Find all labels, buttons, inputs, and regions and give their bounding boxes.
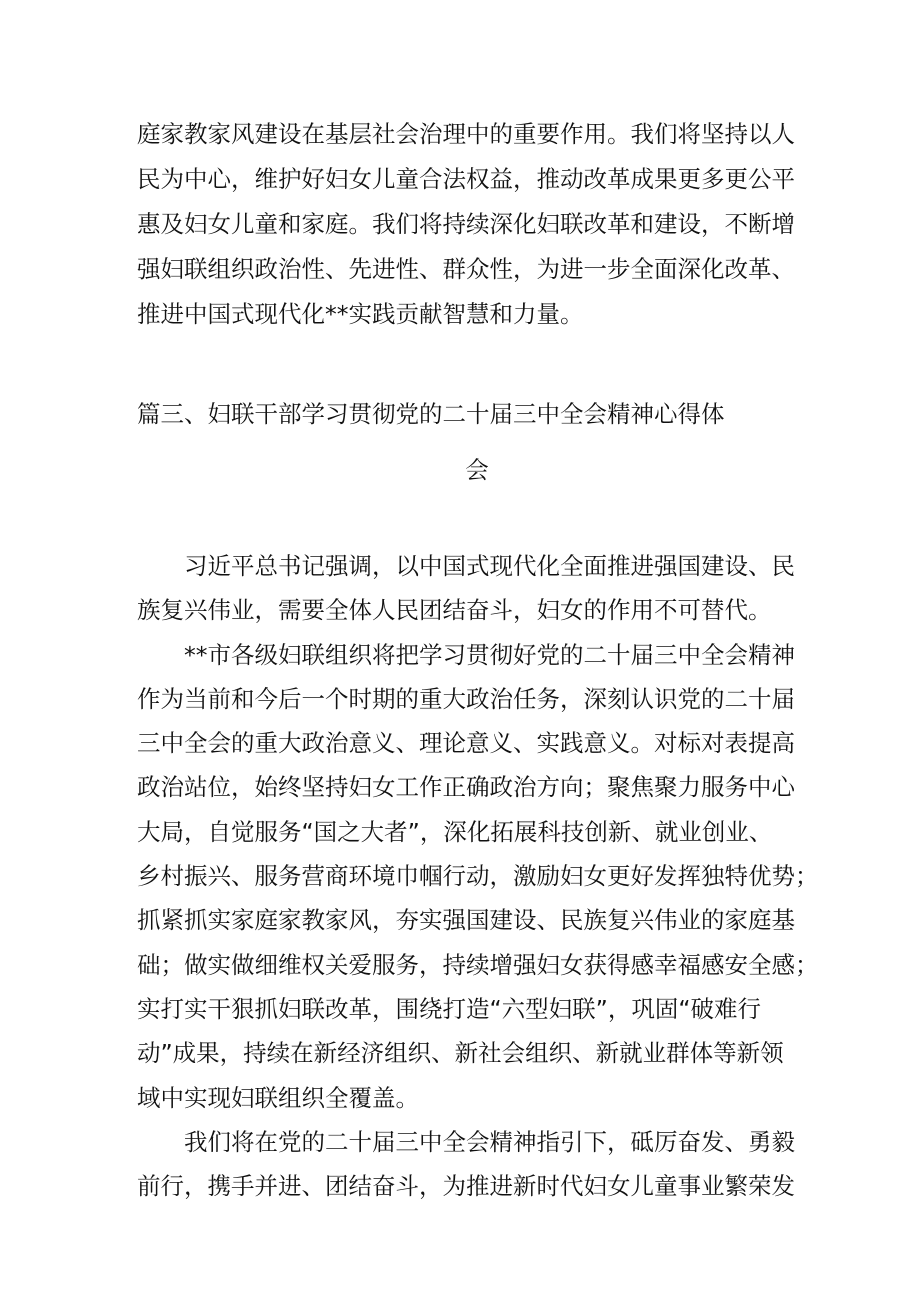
text-line: 强妇联组织政治性、先进性、群众性，为进一步全面深化改革、 bbox=[137, 255, 795, 283]
paragraph-first-line: 习近平总书记强调，以中国式现代化全面推进强国建设、民 bbox=[184, 552, 795, 580]
text-line: 础；做实做细维权关爱服务，持续增强妇女获得感幸福感安全感； bbox=[137, 950, 819, 979]
text-line: 动”成果，持续在新经济组织、新社会组织、新就业群体等新领 bbox=[137, 1039, 784, 1068]
text-line: 庭家教家风建设在基层社会治理中的重要作用。我们将坚持以人 bbox=[137, 120, 795, 148]
text-line: 大局，自觉服务“国之大者”，深化拓展科技创新、就业创业、 bbox=[137, 817, 773, 846]
text-line: 前行，携手并进、团结奋斗，为推进新时代妇女儿童事业繁荣发 bbox=[137, 1172, 795, 1201]
text-line: 民为中心，维护好妇女儿童合法权益，推动改革成果更多更公平 bbox=[137, 165, 795, 193]
text-line: 域中实现妇联组织全覆盖。 bbox=[137, 1083, 419, 1112]
text-line: 作为当前和今后一个时期的重大政治任务，深刻认识党的二十届 bbox=[137, 684, 795, 713]
section-body bbox=[137, 544, 817, 1208]
heading-line: 篇三、妇联干部学习贯彻党的二十届三中全会精神心得体 bbox=[137, 400, 725, 428]
continued-paragraph bbox=[137, 112, 817, 337]
section-heading bbox=[137, 386, 817, 498]
text-line: 三中全会的重大政治意义、理论意义、实践意义。对标对表提高 bbox=[137, 729, 795, 758]
text-line: 惠及妇女儿童和家庭。我们将持续深化妇联改革和建设，不断增 bbox=[137, 210, 795, 238]
text-line: 推进中国式现代化**实践贡献智慧和力量。 bbox=[137, 300, 584, 328]
paragraph-first-line: 我们将在党的二十届三中全会精神指引下，砥厉奋发、勇毅 bbox=[184, 1127, 795, 1156]
heading-line-continued: 会 bbox=[465, 456, 489, 484]
paragraph-first-line: **市各级妇联组织将把学习贯彻好党的二十届三中全会精神 bbox=[184, 640, 795, 669]
text-line: 政治站位，始终坚持妇女工作正确政治方向；聚焦聚力服务中心 bbox=[137, 773, 795, 802]
text-line: 实打实干狠抓妇联改革，围绕打造“六型妇联”，巩固“破难行 bbox=[137, 994, 762, 1023]
text-line: 乡村振兴、服务营商环境巾帼行动，激励妇女更好发挥独特优势； bbox=[137, 862, 819, 891]
text-line: 抓紧抓实家庭家教家风，夯实强国建设、民族复兴伟业的家庭基 bbox=[137, 906, 795, 935]
text-line: 族复兴伟业，需要全体人民团结奋斗，妇女的作用不可替代。 bbox=[137, 596, 772, 625]
